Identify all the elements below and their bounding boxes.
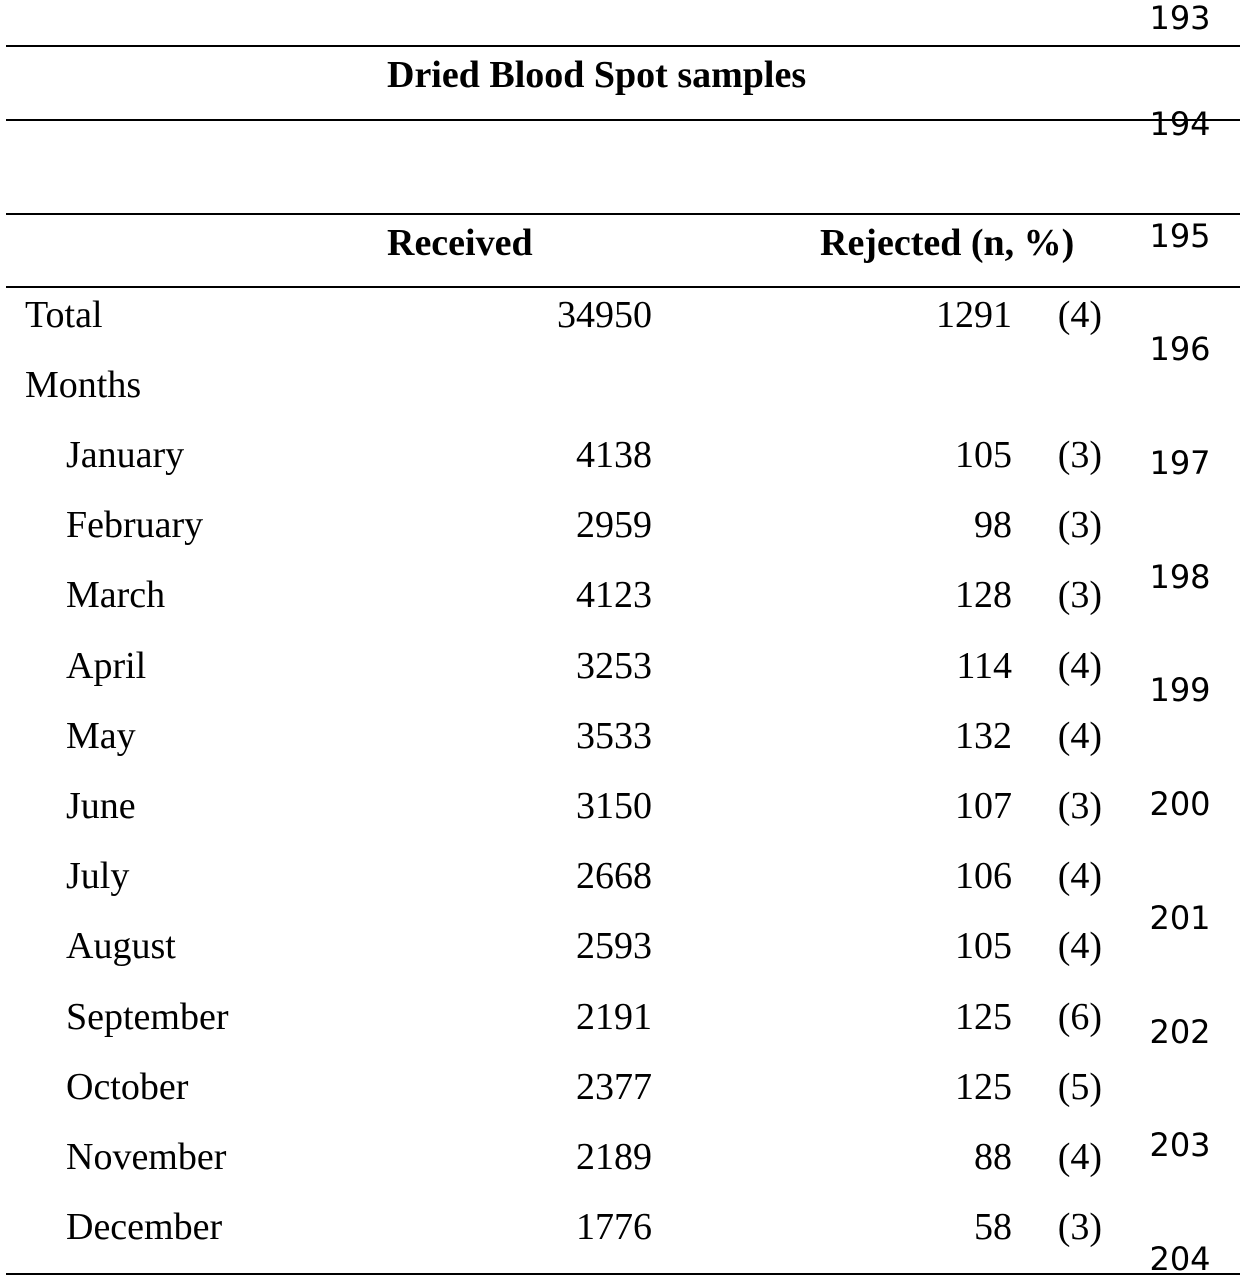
month-rejected-percent: (4) [1057,1136,1102,1178]
header-rejected: Rejected (n, %) [820,222,1075,264]
month-label: April [66,645,147,687]
line-number: 198 [1149,558,1211,596]
line-number: 201 [1149,899,1211,937]
table-title: Dried Blood Spot samples [387,54,807,96]
month-received: 4123 [576,574,652,616]
month-label: March [66,574,166,616]
total-rejected-count: 1291 [936,294,1012,336]
month-rejected-count: 114 [956,645,1012,687]
header-bottom-rule [6,286,1240,288]
month-rejected-percent: (3) [1057,504,1102,546]
month-rejected-count: 58 [974,1206,1012,1248]
month-rejected-percent: (4) [1057,925,1102,967]
total-label: Total [25,294,103,336]
month-rejected-percent: (4) [1057,855,1102,897]
line-number: 204 [1149,1240,1211,1278]
month-received: 2377 [576,1066,652,1108]
line-number: 196 [1149,330,1211,368]
table-top-rule [6,45,1240,47]
line-number: 202 [1149,1013,1211,1051]
month-rejected-count: 125 [955,1066,1012,1108]
month-rejected-count: 88 [974,1136,1012,1178]
header-top-rule [6,213,1240,215]
month-received: 2189 [576,1136,652,1178]
header-received: Received [387,222,533,264]
line-number: 194 [1149,105,1211,143]
month-label: October [66,1066,189,1108]
month-label: August [66,925,176,967]
line-number: 203 [1149,1126,1211,1164]
month-label: May [66,715,136,757]
month-received: 3533 [576,715,652,757]
month-received: 2191 [576,996,652,1038]
month-rejected-percent: (3) [1057,1206,1102,1248]
month-rejected-count: 132 [955,715,1012,757]
line-number: 197 [1149,444,1211,482]
month-label: December [66,1206,223,1248]
table-bottom-rule [6,1273,1240,1275]
line-number: 200 [1149,785,1211,823]
month-received: 3150 [576,785,652,827]
month-rejected-percent: (3) [1057,434,1102,476]
month-received: 2668 [576,855,652,897]
month-received: 4138 [576,434,652,476]
month-rejected-percent: (3) [1057,785,1102,827]
month-label: November [66,1136,227,1178]
month-rejected-count: 105 [955,925,1012,967]
total-rejected-percent: (4) [1057,294,1102,336]
line-number: 199 [1149,671,1211,709]
line-number: 195 [1149,217,1211,255]
month-rejected-count: 98 [974,504,1012,546]
month-label: February [66,504,204,546]
month-label: September [66,996,229,1038]
month-received: 3253 [576,645,652,687]
month-received: 2593 [576,925,652,967]
month-rejected-count: 107 [955,785,1012,827]
month-rejected-percent: (4) [1057,715,1102,757]
month-rejected-count: 125 [955,996,1012,1038]
month-received: 1776 [576,1206,652,1248]
month-label: July [66,855,130,897]
group-label-months: Months [25,364,142,406]
month-label: January [66,434,185,476]
line-number: 193 [1149,0,1211,37]
total-received: 34950 [557,294,652,336]
month-rejected-count: 128 [955,574,1012,616]
month-rejected-count: 106 [955,855,1012,897]
month-rejected-percent: (4) [1057,645,1102,687]
month-rejected-percent: (5) [1057,1066,1102,1108]
month-label: June [66,785,136,827]
month-received: 2959 [576,504,652,546]
month-rejected-count: 105 [955,434,1012,476]
title-bottom-rule [6,119,1240,121]
month-rejected-percent: (6) [1057,996,1102,1038]
month-rejected-percent: (3) [1057,574,1102,616]
